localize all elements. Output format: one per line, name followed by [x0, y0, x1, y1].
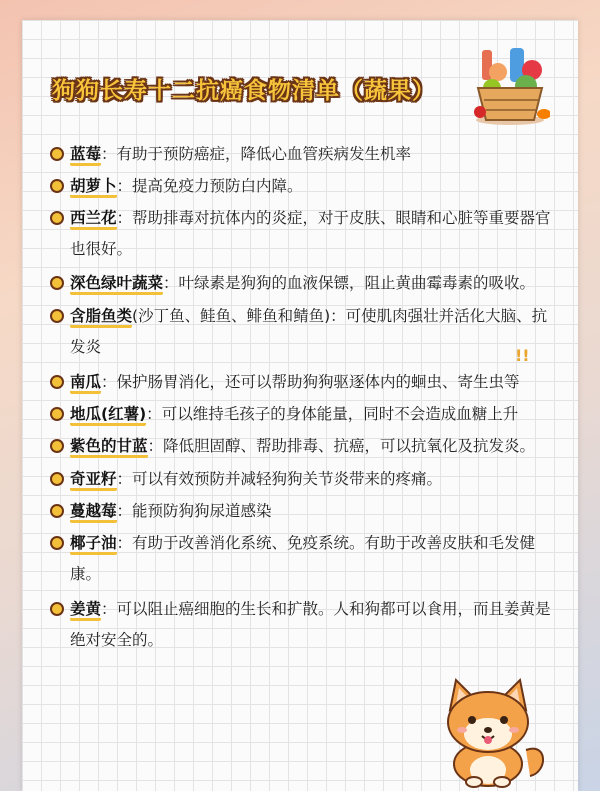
- item-name: 奇亚籽: [70, 470, 117, 491]
- list-item: 地瓜(红薯)：可以维持毛孩子的身体能量，同时不会造成血糖上升: [50, 399, 560, 430]
- item-text: 有助于改善消化系统、免疫系统。有助于改善皮肤和毛发健康。: [70, 534, 536, 583]
- list-item: [50, 301, 560, 363]
- item-text: 叶绿素是狗狗的血液保镖，阻止黄曲霉毒素的吸收。: [178, 274, 536, 292]
- bullet-icon: [50, 179, 64, 193]
- list-item: 南瓜：保护肠胃消化，还可以帮助狗狗驱逐体内的蛔虫、寄生虫等: [50, 367, 560, 398]
- bullet-icon: [50, 211, 64, 225]
- item-text: (沙丁鱼、鲑鱼、鲱鱼和鲭鱼)：可使肌肉强壮并活化大脑、抗发炎: [70, 307, 548, 356]
- item-name: 深色绿叶蔬菜: [70, 274, 163, 295]
- item-text: 可以有效预防并减轻狗狗关节炎带来的疼痛。: [132, 470, 443, 488]
- bullet-icon: [50, 375, 64, 389]
- bullet-icon: [50, 536, 64, 550]
- list-item: 蔓越莓：能预防狗狗尿道感染: [50, 496, 560, 527]
- item-name: 含脂鱼类: [70, 307, 132, 328]
- item-text: 能预防狗狗尿道感染: [132, 502, 272, 520]
- vegetable-basket-icon: [470, 48, 550, 126]
- list-item: 蓝莓：有助于预防癌症，降低心血管疾病发生机率: [50, 139, 560, 170]
- item-name: 胡萝卜: [70, 177, 117, 198]
- item-text: 帮助排毒对抗体内的炎症，对于皮肤、眼睛和心脏等重要器官也很好。: [70, 209, 551, 258]
- item-name: 姜黄: [70, 600, 101, 621]
- item-name: 蔓越莓: [70, 502, 117, 523]
- list-item: 奇亚籽：可以有效预防并减轻狗狗关节炎带来的疼痛。: [50, 464, 560, 495]
- item-name: 蓝莓: [70, 145, 101, 166]
- item-text: 可以阻止癌细胞的生长和扩散。人和狗都可以食用，而且姜黄是绝对安全的。: [70, 600, 551, 649]
- item-name: 紫色的甘蓝: [70, 437, 148, 458]
- bullet-icon: [50, 407, 64, 421]
- list-item: 姜黄：可以阻止癌细胞的生长和扩散。人和狗都可以食用，而且姜黄是绝对安全的。: [50, 594, 560, 656]
- bullet-icon: [50, 276, 64, 290]
- item-text: 提高免疫力预防白内障。: [132, 177, 303, 195]
- item-text: 保护肠胃消化，还可以帮助狗狗驱逐体内的蛔虫、寄生虫等: [116, 373, 520, 391]
- item-name: 西兰花: [70, 209, 117, 230]
- list-item: 西兰花：帮助排毒对抗体内的炎症，对于皮肤、眼睛和心脏等重要器官也很好。: [50, 203, 560, 265]
- item-name: 南瓜: [70, 373, 101, 394]
- item-name: 椰子油: [70, 534, 117, 555]
- bullet-icon: [50, 504, 64, 518]
- bullet-icon: [50, 602, 64, 616]
- list-item: 深色绿叶蔬菜：叶绿素是狗狗的血液保镖，阻止黄曲霉毒素的吸收。: [50, 268, 560, 299]
- bullet-icon: [50, 472, 64, 486]
- shiba-dog-icon: [430, 676, 550, 788]
- sparkle-icon: !!: [515, 346, 530, 365]
- list-item: 紫色的甘蓝：降低胆固醇、帮助排毒、抗癌，可以抗氧化及抗发炎。: [50, 431, 560, 462]
- item-name: 地瓜(红薯): [70, 405, 146, 426]
- bullet-icon: [50, 309, 64, 323]
- item-text: 可以维持毛孩子的身体能量，同时不会造成血糖上升: [161, 405, 519, 423]
- bullet-icon: [50, 147, 64, 161]
- page-title: 狗狗长寿十二抗癌食物清单（蔬果）: [52, 78, 436, 104]
- list-item: 胡萝卜：提高免疫力预防白内障。: [50, 171, 560, 202]
- item-text: 有助于预防癌症，降低心血管疾病发生机率: [116, 145, 412, 163]
- list-item: 椰子油：有助于改善消化系统、免疫系统。有助于改善皮肤和毛发健康。: [50, 528, 560, 590]
- bullet-icon: [50, 439, 64, 453]
- item-text: 降低胆固醇、帮助排毒、抗癌，可以抗氧化及抗发炎。: [163, 437, 536, 455]
